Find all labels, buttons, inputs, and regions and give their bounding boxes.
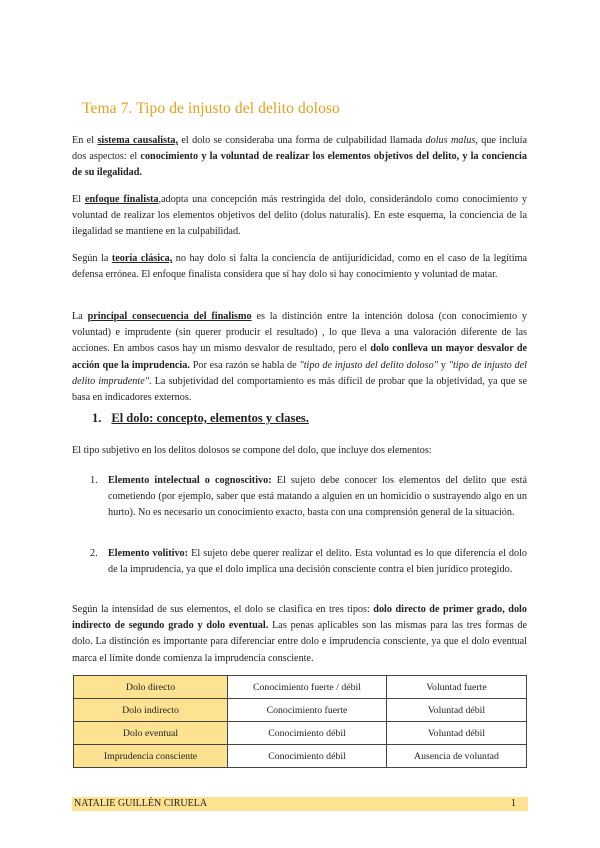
paragraph-tipo-subjetivo: El tipo subjetivo en los delitos dolosos se compone del dolo, que incluye dos elementos: [72,445,432,456]
table-cell-will: Voluntad fuerte [387,676,527,699]
table-row [74,676,527,699]
list-item-elemento-intelectual: 1. Elemento intelectual o cognoscitivo: El sujeto debe conocer los elementos del delito que está cometiendo (por ejemplo, saber que está matando a alguien en un homicidio o sustrayendo algo en un hurto). No es necesario un conocimiento exacto, basta con una comprensión general de la situación. [90,475,527,519]
table-cell-will: Voluntad débil [387,699,527,722]
table-row [74,699,527,722]
paragraph-causalista: En el sistema causalista, el dolo se consideraba una forma de culpabilidad llamada dolus malus, que incluía dos aspectos: el conocimiento y la voluntad de realizar los elementos objetivos del delito, y la conciencia de su ilegalidad. [72,135,527,179]
table-cell-type: Dolo eventual [74,722,228,745]
paragraph-finalista: El enfoque finalista,adopta una concepción más restringida del dolo, considerándolo como conocimiento y voluntad de realizar los elementos objetivos del delito (dolus naturalis). En este esquema, la conciencia de la ilegalidad se mantiene en la culpabilidad. [72,194,528,238]
table-cell-knowledge: Conocimiento débil [228,745,387,768]
term-teoria-clasica: teoría clásica, [111,253,173,264]
page-footer [72,797,528,811]
table-cell-knowledge: Conocimiento débil [228,722,387,745]
term-principal-consecuencia: principal consecuencia del finalismo [87,311,252,322]
table-cell-knowledge: Conocimiento fuerte / débil [228,676,387,699]
paragraph-teoria-clasica: Según la teoría clásica, no hay dolo si falta la conciencia de antijuridicidad, como en el caso de la legítima defensa errónea. El enfoque finalista considera que sí hay dolo si hay conocimiento y voluntad de matar. [72,253,528,281]
footer-page-number: 1 [511,798,516,809]
dolo-classification-table [73,675,527,768]
table-cell-type: Dolo directo [74,676,228,699]
table-cell-knowledge: Conocimiento fuerte [228,699,387,722]
table-cell-type: Dolo indirecto [74,699,228,722]
table-row [74,745,527,768]
paragraph-clasificacion-dolo: Según la intensidad de sus elementos, el dolo se clasifica en tres tipos: dolo directo de primer grado, dolo indirecto de segundo grado y dolo eventual. Las penas aplicables son las mismas para las tres formas de dolo. La distinción es importante para diferenciar entre dolo e imprudencia consciente, ya que el dolo eventual marca el límite donde comienza la imprudencia consciente. [72,604,528,664]
page-title: Tema 7. Tipo de injusto del delito doloso [82,100,340,117]
paragraph-consecuencia-finalismo: La principal consecuencia del finalismo es la distinción entre la intención dolosa (con conocimiento y voluntad) e imprudente (sin querer producir el resultado) , lo que lleva a una valoración diferente de las acciones. En ambos casos hay un mismo desvalor de resultado, pero el dolo conlleva un mayor desvalor de acción que la imprudencia. Por esa razón se habla de "tipo de injusto del delito doloso" y "tipo de injusto del delito imprudente". La subjetividad del comportamiento es más difícil de probar que la objetividad, ya que se basa en indicadores externos. [72,311,528,404]
footer-author: NATALIE GUILLÉN CIRUELA [74,798,208,809]
term-sistema-causalista: sistema causalista, [97,135,179,146]
section-heading-dolo: 1. El dolo: concepto, elementos y clases. [92,411,309,425]
table-cell-type: Imprudencia consciente [74,745,228,768]
list-item-elemento-volitivo: 2. Elemento volitivo: El sujeto debe querer realizar el delito. Esta voluntad es lo que diferencia el dolo de la imprudencia, ya que el dolo implica una decisión consciente contra el bien jurídico protegido. [90,548,527,576]
table-cell-will: Ausencia de voluntad [387,745,527,768]
table-row [74,722,527,745]
table-cell-will: Voluntad débil [387,722,527,745]
term-enfoque-finalista: enfoque finalista [84,194,159,205]
